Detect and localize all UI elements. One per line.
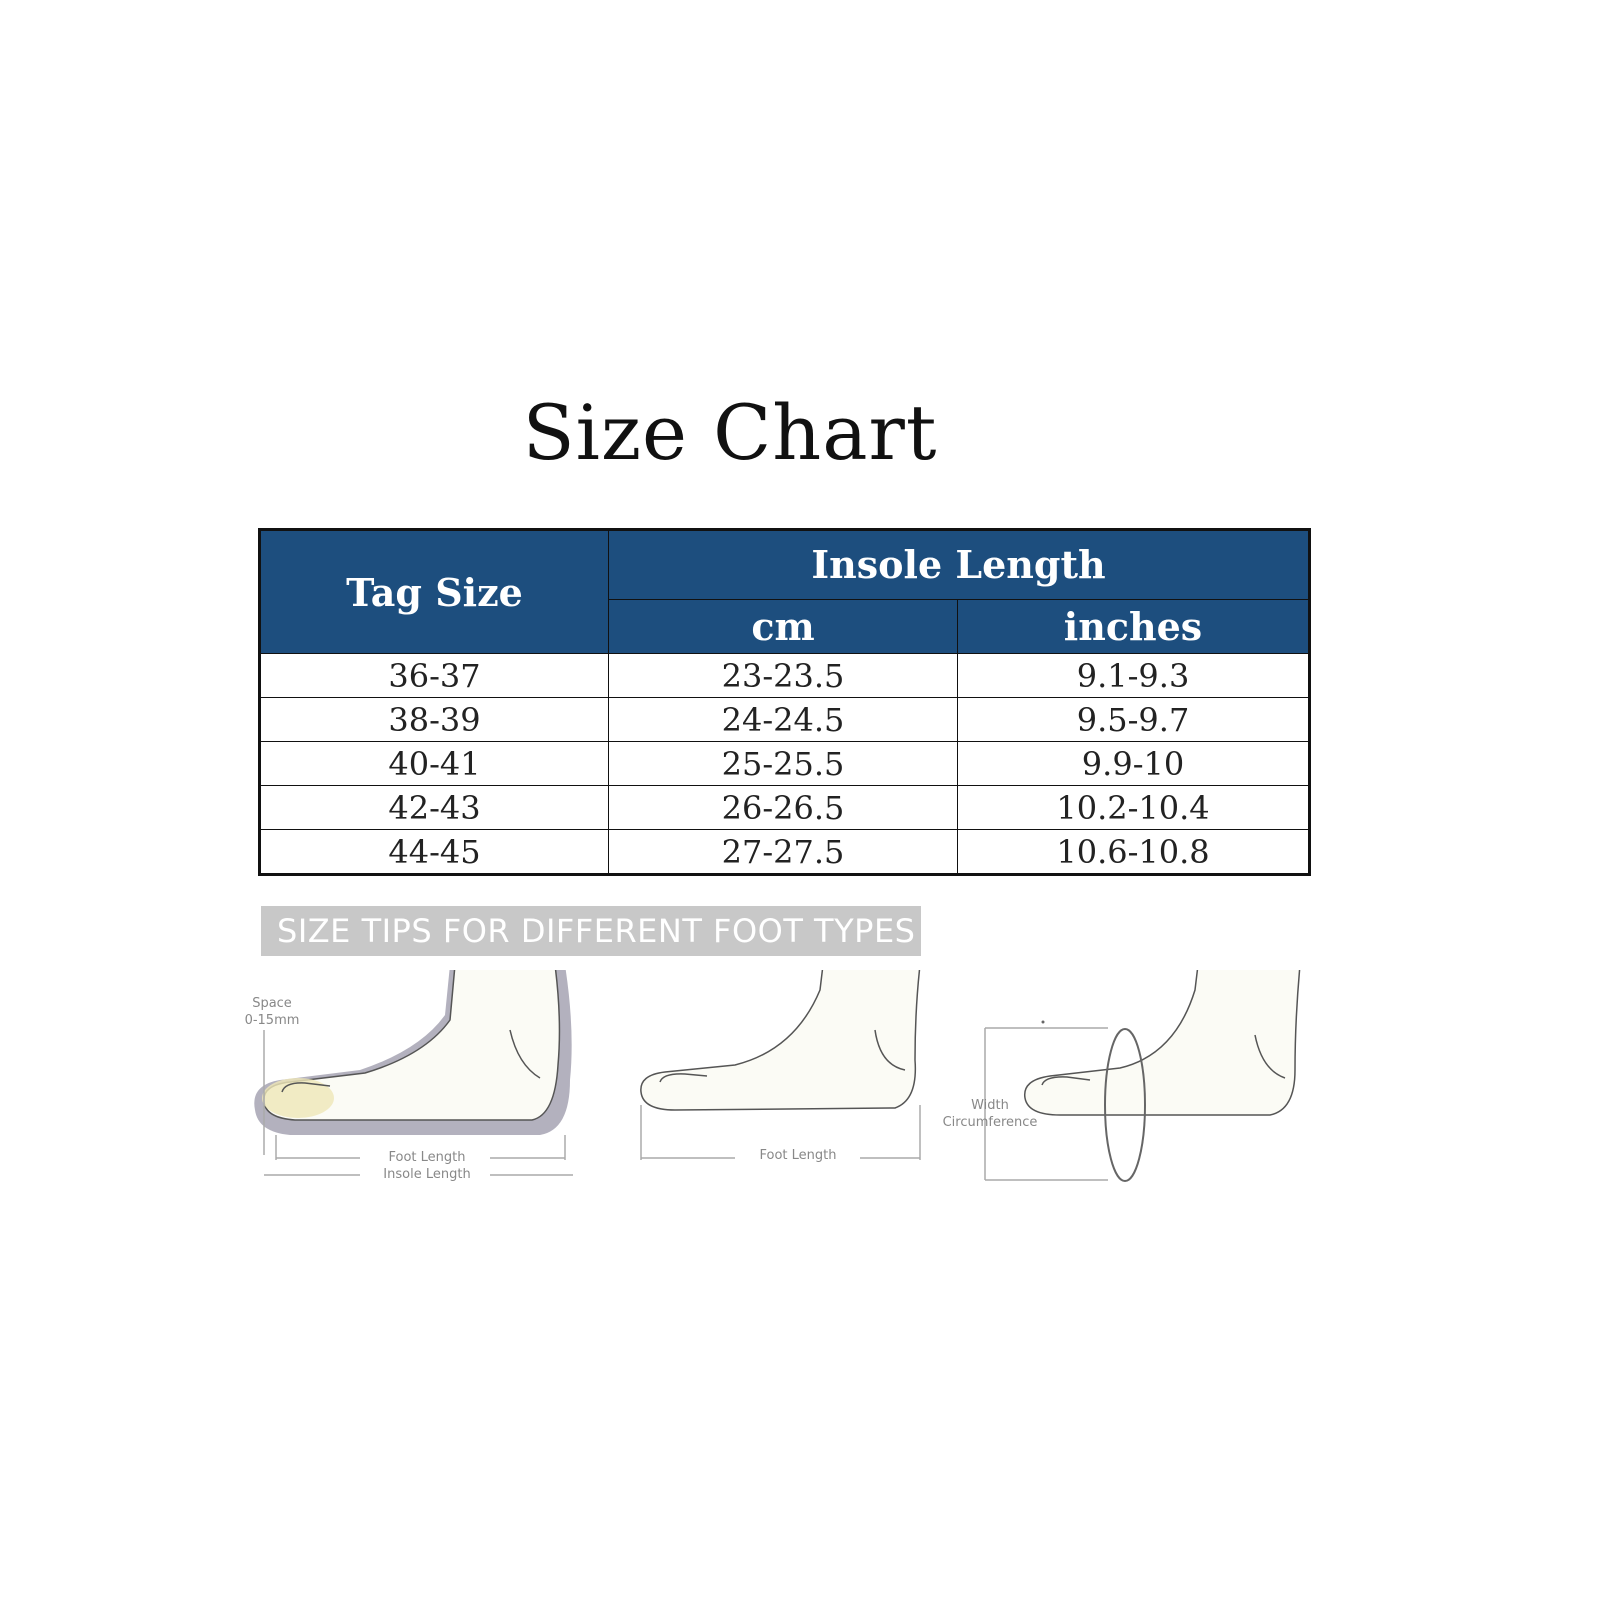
cell-cm: 26-26.5 (609, 786, 958, 830)
header-tag-size: Tag Size (260, 530, 609, 654)
foot-diagrams (244, 970, 1320, 1200)
table-row (260, 786, 1310, 830)
foot-length-label: Foot Length (759, 1148, 837, 1163)
cell-cm: 23-23.5 (609, 654, 958, 698)
header-inches: inches (958, 599, 1310, 653)
table-row (260, 654, 1310, 698)
cell-tag: 42-43 (260, 786, 609, 830)
cell-cm: 25-25.5 (609, 742, 958, 786)
space-label: Space 0-15mm (244, 996, 300, 1028)
table-row (260, 698, 1310, 742)
page-title: Size Chart (522, 388, 938, 477)
cell-inches: 9.1-9.3 (958, 654, 1310, 698)
cell-inches: 9.5-9.7 (958, 698, 1310, 742)
header-insole-length: Insole Length (609, 530, 1310, 600)
cell-inches: 10.6-10.8 (958, 830, 1310, 875)
width-circumference-label: Width Circumference (942, 1098, 1038, 1130)
foot-width-illustration (970, 970, 1320, 1200)
cell-tag: 36-37 (260, 654, 609, 698)
cell-tag: 38-39 (260, 698, 609, 742)
foot-insole-labels: Foot Length Insole Length (383, 1150, 471, 1182)
cell-tag: 40-41 (260, 742, 609, 786)
table-row (260, 830, 1310, 875)
cell-inches: 9.9-10 (958, 742, 1310, 786)
cell-inches: 10.2-10.4 (958, 786, 1310, 830)
header-cm: cm (609, 599, 958, 653)
cell-tag: 44-45 (260, 830, 609, 875)
cell-cm: 24-24.5 (609, 698, 958, 742)
size-tips-banner: SIZE TIPS FOR DIFFERENT FOOT TYPES (261, 906, 921, 956)
size-table (258, 528, 1311, 876)
foot-length-illustration (635, 970, 935, 1200)
cell-cm: 27-27.5 (609, 830, 958, 875)
table-row (260, 742, 1310, 786)
